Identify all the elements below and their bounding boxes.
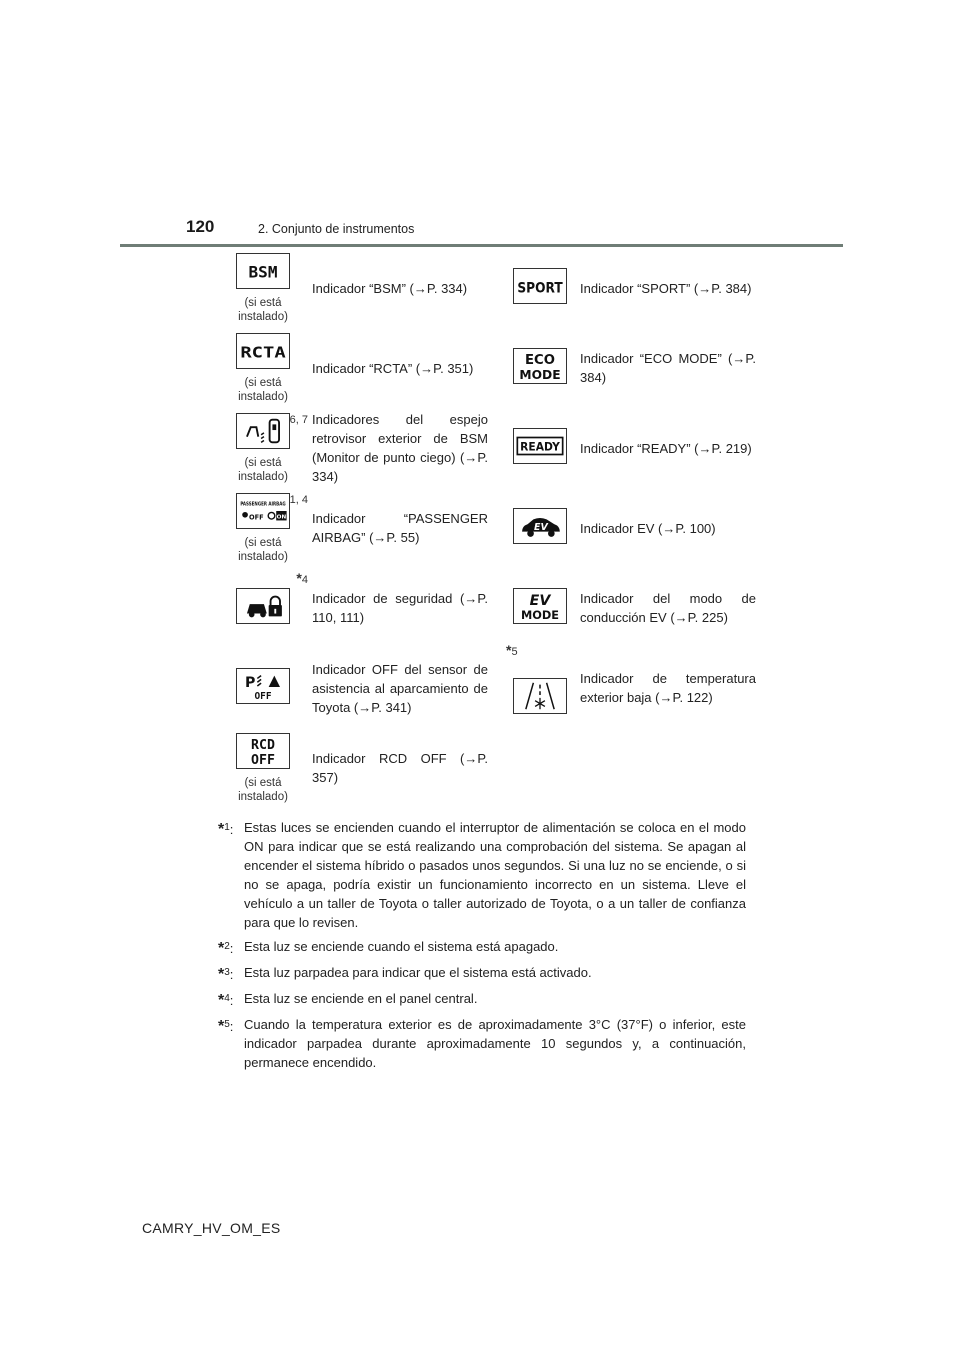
rcd-off-label: OFF [251,752,275,768]
indicator-description: Indicador del modo de conducción EV (→P. 225) [580,591,756,625]
eco-mode-icon [513,348,567,384]
parking-assist-off-icon [236,668,290,704]
document-code: CAMRY_HV_OM_ES [142,1220,281,1236]
ready-icon [513,428,567,464]
svg-text:P: P [245,674,256,691]
evmode-ev-label: EV [529,592,551,609]
footnote-ref: *5 [506,642,518,658]
sport-icon-label: SPORT [517,280,563,297]
footnote-text: Esta luz se enciende en el panel central. [244,991,478,1006]
ev-label: EV [534,521,548,533]
table-row [218,248,756,328]
bsm-mirror-icon [236,413,290,449]
installed-note: (si está instalado) [238,456,288,483]
ev-mode-icon [513,588,567,624]
footnote: *$^5$: Cuando la temperatura exterior es de aproximadamente 3°C (37°F) o inferior, este indicador parpadea durante aproximadamente 10 segundos y, a continuación, permanece encendido. [218,1017,746,1070]
pas-off-label: OFF [254,690,272,702]
indicator-description: Indicador “READY” (→P. 219) [580,440,752,456]
table-row [218,328,756,408]
rcta-icon-label: RCTA [240,343,286,362]
footnote: *$^3$: Esta luz parpadea para indicar que el sistema está activado. [218,963,746,984]
section-title: 2. Conjunto de instrumentos [258,222,415,236]
evmode-mode-label: MODE [520,607,560,622]
footnote-text: Esta luz se enciende cuando el sistema está apagado. [244,939,559,954]
indicator-description: Indicador de seguridad (→P. 110, 111) [312,591,488,625]
mode-label: MODE [519,367,561,382]
indicator-description: Indicador “BSM” (→P. 334) [312,280,468,296]
indicator-description: Indicador “SPORT” (→P. 384) [580,280,752,296]
indicator-description: Indicador RCD OFF (→P. 357) [312,751,488,785]
airbag-title: PASSENGER AIRBAG [240,500,286,507]
bsm-icon-label: BSM [248,262,278,282]
footnote-ref: 6, 7 [289,414,308,426]
rcd-label: RCD [251,737,275,753]
airbag-off-label: OFF [249,513,264,521]
footnote-text: Estas luces se encienden cuando el interruptor de alimentación se coloca en el modo ON para indicar que se está realizando una comprobación del sistema. Se apagan al encender el sistema híbrido o pasados unos segundos. Si una luz no se enciende, o si no se apaga, podría existir un funcionamiento incorrecto en un sistema. Lleve el vehículo a un taller de Toyota o taller autorizado de Toyota, o a un taller de confianza para que lo revisen. [244,820,746,930]
footnote-text: Cuando la temperatura exterior es de aproximadamente 3°C (37°F) o inferior, este indicador parpadea durante aproximadamente 10 segundos y, a continuación, permanece encendido. [244,1017,746,1070]
indicator-description: Indicador de temperatura exterior baja (→P. 122) [580,671,756,705]
footnote: *$^4$: Esta luz se enciende en el panel central. [218,989,746,1010]
rcd-off-icon [236,733,290,769]
installed-note: (si está instalado) [238,376,288,403]
table-row [218,568,756,648]
indicator-description: Indicador “PASSENGER AIRBAG” (→P. 55) [312,511,488,545]
indicator-description: Indicador “ECO MODE” (→P. 384) [580,351,756,385]
installed-note: (si está instalado) [238,536,288,563]
indicator-table [218,248,756,808]
indicator-description: Indicador OFF del sensor de asistencia al aparcamiento de Toyota (→P. 341) [312,661,488,715]
rcta-icon [236,333,290,369]
installed-note: (si está instalado) [238,296,288,323]
footnote: *$^1$: Estas luces se encienden cuando el interruptor de alimentación se coloca en el modo ON para indicar que se está realizando una comprobación del sistema. Se apagan al encender el sistema híbrido o pasados unos segundos. Si una luz no se enciende, o si no se apaga, podría existir un funcionamiento incorrecto en un sistema. Lleve el vehículo a un taller de Toyota o taller autorizado de Toyota, o a un taller de confianza para que lo revisen. [218,820,746,930]
header-rule [120,244,843,247]
ready-label: READY [520,439,561,454]
table-row [218,408,756,488]
installed-note: (si está instalado) [238,776,288,803]
eco-label: ECO [525,352,555,368]
footnote-ref: 1, 4 [289,494,308,506]
footnote-ref: *4 [296,570,308,586]
passenger-airbag-icon [236,493,290,529]
airbag-on-label: ON [276,514,287,521]
footnotes [218,818,746,1077]
table-row [218,728,756,808]
indicator-description: Indicador EV (→P. 100) [580,520,716,536]
ev-icon [513,508,567,544]
sport-icon [513,268,567,304]
indicator-description: Indicadores del espejo retrovisor exterior de BSM (Monitor de punto ciego) (→P. 334) [312,412,488,484]
indicator-description: Indicador “RCTA” (→P. 351) [312,360,474,376]
page-number: 120 [186,217,215,236]
bsm-icon [236,253,290,289]
table-row [218,648,756,728]
security-lock-icon [236,588,290,624]
footnote: *$^2$: Esta luz se enciende cuando el sistema está apagado. [218,937,746,958]
footnote-text: Esta luz parpadea para indicar que el sistema está activado. [244,965,592,980]
low-temp-icon [513,678,567,714]
table-row [218,488,756,568]
